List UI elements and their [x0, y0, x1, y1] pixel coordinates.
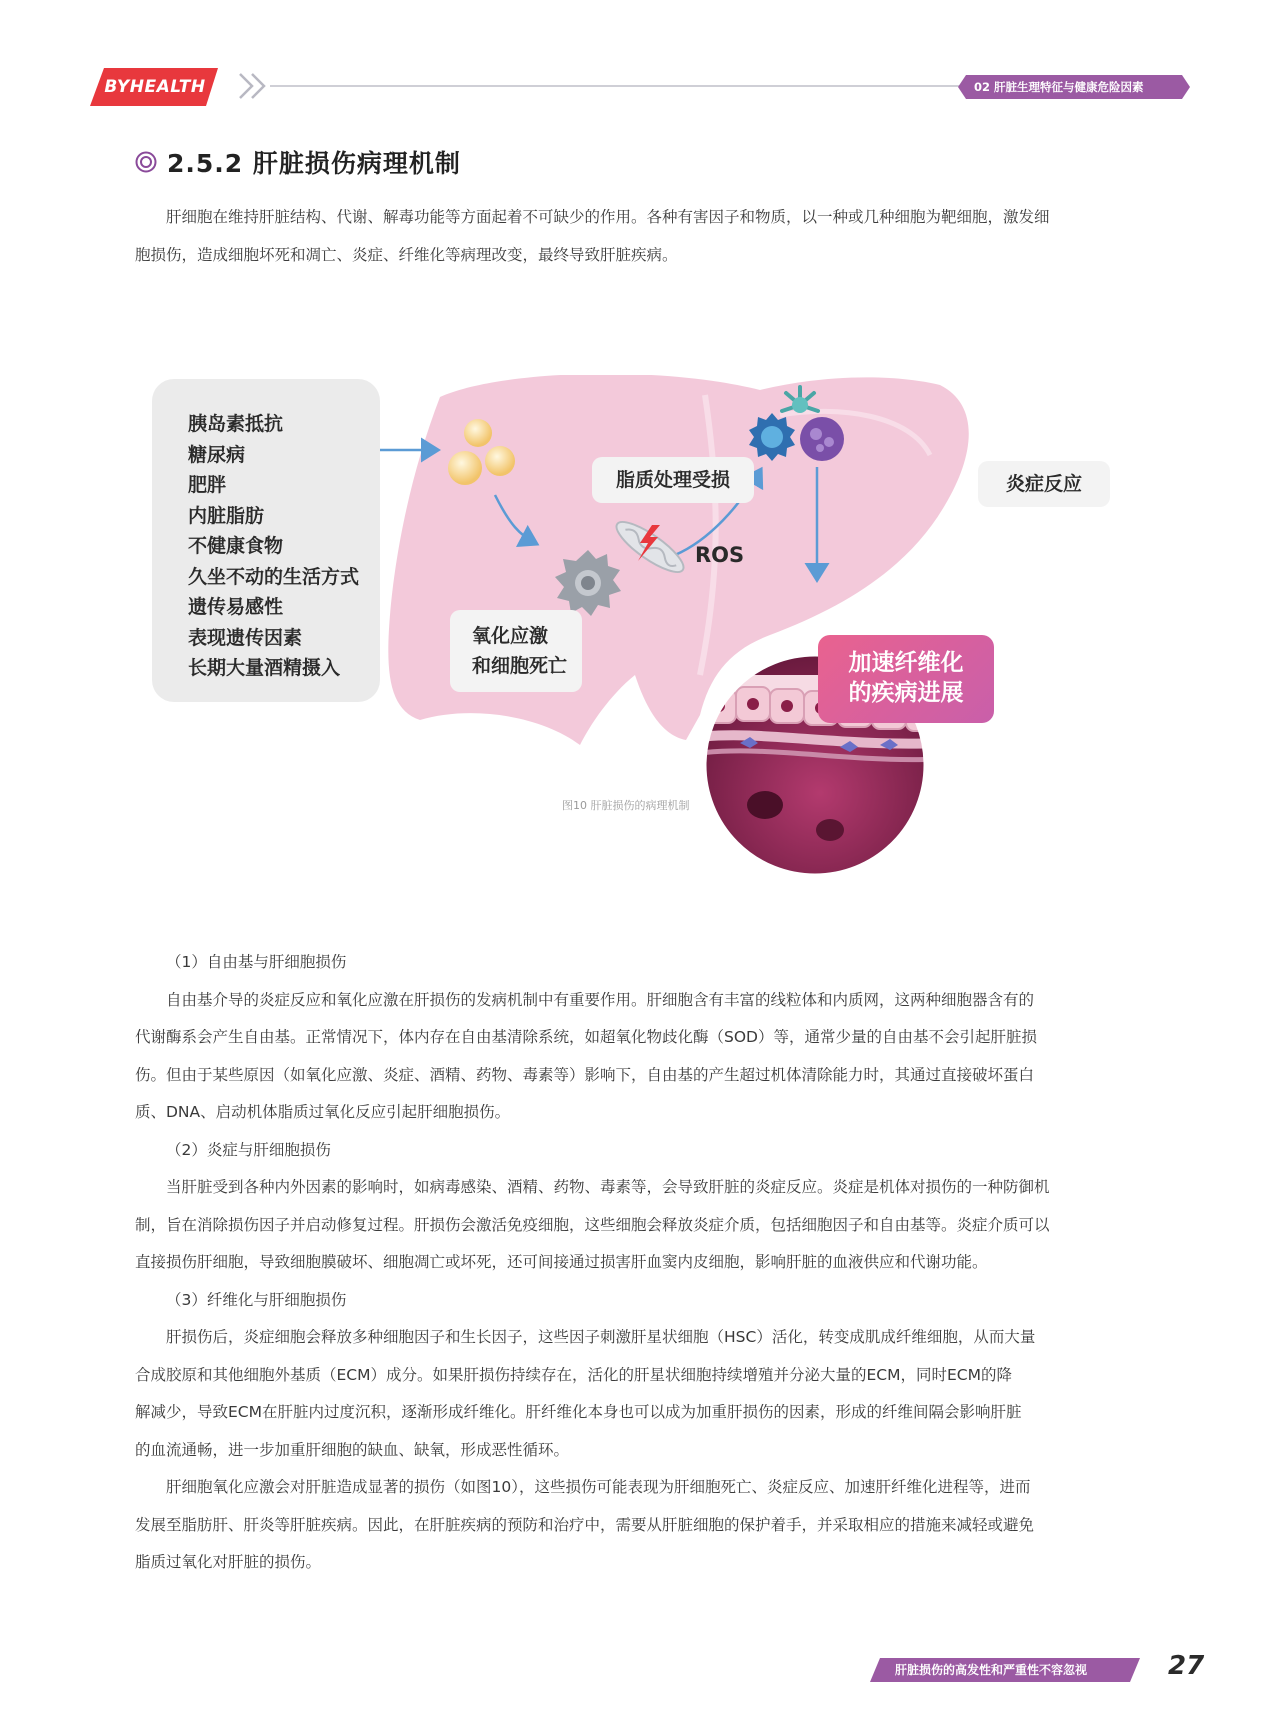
risk-factors-box [152, 379, 380, 702]
text-line: 自由基介导的炎症反应和氧化应激在肝损伤的发病机制中有重要作用。肝细胞含有丰富的线粒体和内质网，这两种细胞器含有的 [166, 990, 1035, 1009]
figure-caption: 图10 肝脏损伤的病理机制 [562, 799, 690, 812]
footer-tagline: 肝脏损伤的高发性和严重性不容忽视 [895, 1663, 1088, 1677]
risk-factor-item: 长期大量酒精摄入 [188, 657, 341, 679]
risk-factor-item: 不健康食物 [188, 535, 284, 557]
chapter-title: 02 肝脏生理特征与健康危险因素 [974, 80, 1144, 94]
footer-tag [870, 1658, 1140, 1682]
risk-factors-list [188, 409, 359, 684]
text-line: 合成胶原和其他细胞外基质（ECM）成分。如果肝损伤持续存在，活化的肝星状细胞持续增殖并分泌大量的ECM，同时ECM的降 [135, 1365, 1012, 1384]
risk-factor-item: 糖尿病 [188, 443, 246, 466]
risk-factor-item: 肥胖 [188, 474, 227, 496]
text-line: 当肝脏受到各种内外因素的影响时，如病毒感染、酒精、药物、毒素等，会导致肝脏的炎症反应。炎症是机体对损伤的一种防御机 [166, 1178, 1050, 1196]
immune-cell-purple [800, 417, 844, 461]
fibrosis-line: 加速纤维化 [848, 650, 964, 676]
intro-paragraph [135, 199, 1135, 274]
fat-droplet [464, 419, 492, 447]
text-line: 肝细胞氧化应激会对肝脏造成显著的损伤（如图10），这些损伤可能表现为肝细胞死亡、炎症反应、加速肝纤维化进程等，进而 [166, 1478, 1031, 1496]
risk-factor-item: 表现遗传因素 [188, 626, 303, 649]
header-divider [270, 85, 970, 87]
ros-label: ROS [695, 543, 745, 567]
text-line: 直接损伤肝细胞，导致细胞膜破坏、细胞凋亡或坏死，还可间接通过损害肝血窦内皮细胞，影响肝脏的血液供应和代谢功能。 [135, 1253, 988, 1271]
section-title: 2.5.2 肝脏损伤病理机制 [167, 149, 461, 178]
text-line: 肝细胞在维持肝脏结构、代谢、解毒功能等方面起着不可缺少的作用。各种有害因子和物质，以一种或几种细胞为靶细胞，激发细 [166, 208, 1050, 226]
target-icon [135, 151, 157, 173]
oxidative-stress-line: 和细胞死亡 [472, 655, 568, 677]
subheading: （2）炎症与肝细胞损伤 [166, 1140, 331, 1159]
text-line: 发展至脂肪肝、肝炎等肝脏疾病。因此，在肝脏疾病的预防和治疗中，需要从肝脏细胞的保护着手，并采取相应的措施来减轻或避免 [135, 1515, 1035, 1534]
fat-droplet [448, 451, 482, 485]
brand-logo [90, 68, 220, 106]
risk-factor-item: 内脏脂肪 [188, 504, 265, 527]
risk-factor-item: 遗传易感性 [188, 596, 284, 618]
double-chevron-icon [238, 70, 272, 102]
risk-factor-item: 胰岛素抵抗 [188, 413, 284, 435]
liver-injury-figure [140, 375, 1140, 935]
brand-name: BYHEALTH [104, 77, 206, 97]
lipid-processing-label: 脂质处理受损 [592, 457, 754, 503]
subheading: （1）自由基与肝细胞损伤 [166, 953, 347, 971]
body-text [135, 944, 1135, 1582]
risk-factor-item: 久坐不动的生活方式 [188, 565, 360, 588]
text-line: 胞损伤，造成细胞坏死和凋亡、炎症、纤维化等病理改变，最终导致肝脏疾病。 [135, 245, 678, 264]
chapter-tag [958, 75, 1190, 99]
text-line: 代谢酶系会产生自由基。正常情况下，体内存在自由基清除系统，如超氧化物歧化酶（SOD）等，通常少量的自由基不会引起肝脏损 [135, 1028, 1037, 1046]
fibrosis-line: 的疾病进展 [848, 680, 964, 706]
subheading: （3）纤维化与肝细胞损伤 [166, 1290, 347, 1309]
section-heading [135, 145, 461, 179]
inflammation-label: 炎症反应 [978, 461, 1110, 507]
oxidative-stress-line: 氧化应激 [472, 625, 549, 647]
oxidative-stress-label [450, 610, 582, 692]
text-line: 制，旨在消除损伤因子并启动修复过程。肝损伤会激活免疫细胞，这些细胞会释放炎症介质，包括细胞因子和自由基等。炎症介质可以 [135, 1215, 1050, 1234]
fibrosis-label [818, 635, 994, 723]
text-line: 质、DNA、启动机体脂质过氧化反应引起肝细胞损伤。 [135, 1103, 511, 1121]
text-line: 解减少，导致ECM在肝脏内过度沉积，逐渐形成纤维化。肝纤维化本身也可以成为加重肝损伤的因素，形成的纤维间隔会影响肝脏 [135, 1403, 1022, 1421]
text-line: 肝损伤后，炎症细胞会释放多种细胞因子和生长因子，这些因子刺激肝星状细胞（HSC）活化，转变成肌成纤维细胞，从而大量 [166, 1328, 1036, 1346]
text-line: 脂质过氧化对肝脏的损伤。 [135, 1553, 322, 1571]
text-line: 伤。但由于某些原因（如氧化应激、炎症、酒精、药物、毒素等）影响下，自由基的产生超过机体清除能力时，其通过直接破坏蛋白 [135, 1065, 1035, 1084]
page-number: 27 [1168, 1651, 1205, 1681]
fat-droplet [485, 446, 515, 476]
text-line: 的血流通畅，进一步加重肝细胞的缺血、缺氧，形成恶性循环。 [135, 1440, 570, 1459]
